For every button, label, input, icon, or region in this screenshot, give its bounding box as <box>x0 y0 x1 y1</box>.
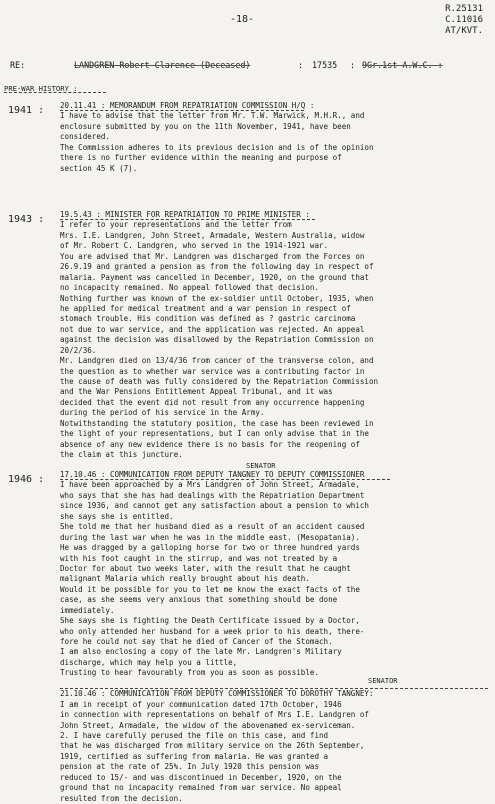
entry-line: absence of any new evidence there is no basis for the reopening of <box>60 439 360 449</box>
entry-line: resulted from the decision. <box>60 793 183 803</box>
entry-line: section 45 K (7). <box>60 163 138 173</box>
entry-line: pension at the rate of 25%. In July 1920 this pension was <box>60 762 319 772</box>
entry-line: I have to advise that the letter from Mr. T.W. Marwick, M.H.R., and <box>60 111 365 121</box>
entry-1941 <box>60 101 490 174</box>
entry-line: 21.10.46 : COMMUNICATION FROM DEPUTY COMMISSIONER TO DOROTHY TANGNEY: <box>60 689 374 699</box>
entry-line: He was dragged by a galloping horse for two or three hundred yards <box>60 543 360 553</box>
entry-line: discharge, which may help you a little, <box>60 657 238 667</box>
entry-line: malaria. Payment was cancelled in December, 1920, on the ground that <box>60 272 369 282</box>
entry-1943 <box>60 210 490 461</box>
entry-line: I am also enclosing a copy of the late Mr. Landgren's Military <box>60 647 342 657</box>
entry-line: I have been approached by a Mrs Landgren of John Street, Armadale, <box>60 480 360 490</box>
entry-line: ground that no incapacity remained from war service. No appeal <box>60 783 342 793</box>
entry-line: I am in receipt of your communication dated 17th October, 1946 <box>60 699 342 709</box>
entry-line: Doctor for about two weeks later, with the result that he caught <box>60 563 351 573</box>
ref-line: AT/KVT. <box>445 26 483 36</box>
entry-1946 <box>60 470 490 804</box>
entry-line: who says that she has had dealings with the Repatriation Department <box>60 490 365 500</box>
entry-line: Mrs. I.E. Landgren, John Street, Armadale, Western Australia, widow <box>60 230 365 240</box>
entry-line: Mr. Landgren died on 13/4/36 from cancer of the transverse colon, and <box>60 356 374 366</box>
entry-line: 2. I have carefully perused the file on this case, and find <box>60 730 329 740</box>
entry-line: malignant Malaria which really brought about his death. <box>60 574 310 584</box>
entry-line: who only attended her husband for a week prior to his death, there- <box>60 626 365 636</box>
entry-line: he applied for medical treatment and a war pension in respect of <box>60 303 351 313</box>
entry-line: the light of your representations, but I can only advise that in the <box>60 429 369 439</box>
entry-line: that he was discharged from military service on the 26th September, <box>60 741 365 751</box>
entry-title-underline <box>60 110 304 111</box>
entry-line: during the period of his service in the Army. <box>60 408 265 418</box>
reference-numbers <box>445 4 483 37</box>
entry-line: the question as to whether war service was a contributing factor in <box>60 366 365 376</box>
re-label: RE: <box>10 60 26 70</box>
entry-title-underline <box>60 219 315 220</box>
page-number: -18- <box>230 14 255 25</box>
entry-line: against the decision was disallowed by the Repatriation Commission on <box>60 335 374 345</box>
entry-line: She says she is fighting the Death Certificate issued by a Doctor, <box>60 616 360 626</box>
entry-line: Nothing further was known of the ex-soldier until October, 1935, when <box>60 293 374 303</box>
entry-line: not due to war service, and the application was rejected. An appeal <box>60 324 365 334</box>
entry-line: 17.10.46 : COMMUNICATION FROM DEPUTY TANGNEY TO DEPUTY COMMISSIONER <box>60 470 365 479</box>
entry-line: of Mr. Robert C. Landgren, who served in the 1914-1921 war. <box>60 241 329 251</box>
entry-title-underline <box>60 688 488 689</box>
entry-line: She told me that her husband died as a result of an accident caused <box>60 522 365 532</box>
unit-name: 9Gr.1st A.W.C. : <box>362 60 443 70</box>
entry-line: case, as she seems very anxious that something should be done <box>60 595 338 605</box>
entry-line: and the War Pensions Entitlement Appeal Tribunal, and it was <box>60 387 333 397</box>
entry-line: I refer to your representations and the letter from <box>60 220 292 230</box>
entry-line: she says she is entitled. <box>60 511 174 521</box>
header-separator: : <box>298 60 304 70</box>
entry-line: Notwithstanding the statutory position, the case has been reviewed in <box>60 418 374 428</box>
entry-line: You are advised that Mr. Landgren was discharged from the Forces on <box>60 251 365 261</box>
entry-line: with his foot caught in the stirrup, and was not treated by a <box>60 553 338 563</box>
entry-line: reduced to 15/- and was discontinued in December, 1920, on the <box>60 772 342 782</box>
entry-year: 1946 : <box>8 474 45 485</box>
entry-line: immediately. <box>60 605 115 615</box>
senator-label: SENATOR <box>368 677 398 685</box>
senator-label: SENATOR <box>246 462 276 470</box>
section-label: PRE-WAR HISTORY : <box>4 84 78 93</box>
entry-line: no incapacity remained. No appeal followed that decision. <box>60 283 319 293</box>
ref-line: R.25131 <box>445 4 483 14</box>
entry-line: 26.9.19 and granted a pension as from the following day in respect of <box>60 262 374 272</box>
service-number: 17535 <box>312 60 338 70</box>
entry-line: stomach trouble. His condition was defined as ? gastric carcinoma <box>60 314 356 324</box>
entry-line: during the last war when he was in the middle east. (Mesopatania). <box>60 532 360 542</box>
entry-line: 19.5.43 : MINISTER FOR REPATRIATION TO PRIME MINISTER : <box>60 210 310 219</box>
entry-year: 1943 : <box>8 214 45 225</box>
entry-line: enclosure submitted by you on the 11th November, 1941, have been <box>60 121 351 131</box>
header-separator: : <box>350 60 356 70</box>
entry-line: considered. <box>60 132 110 142</box>
entry-line: 1919, certified as suffering from malaria. He was granted a <box>60 751 329 761</box>
entry-line: Trusting to hear favourably from you as soon as possible. <box>60 668 319 678</box>
subject-name: LANDGREN Robert Clarence (Deceased) <box>74 60 251 70</box>
entry-line: 20.11.41 : MEMORANDUM FROM REPATRIATION COMMISSION H/Q : <box>60 101 315 110</box>
entry-line: 20/2/36. <box>60 345 97 355</box>
entry-line: the claim at this juncture. <box>60 450 183 460</box>
entry-line: fore he could not say that he died of Cancer of the Stomach. <box>60 637 333 646</box>
entry-line: John Street, Armadale, the widow of the abovenamed ex-serviceman. <box>60 720 356 730</box>
entry-line: the cause of death was fully considered by the Repatriation Commission <box>60 377 379 386</box>
entry-line: The Commission adheres to its previous decision and is of the opinion <box>60 142 374 152</box>
entry-title-underline <box>60 479 390 480</box>
entry-line: in connection with representations on behalf of Mrs I.E. Landgren of <box>60 710 369 720</box>
section-underline <box>4 92 106 93</box>
entry-line: Would it be possible for you to let me know the exact facts of the <box>60 584 360 594</box>
entry-line: decided that the event did not result from any occurrence happening <box>60 397 365 407</box>
ref-line: C.11016 <box>445 15 483 25</box>
entry-year: 1941 : <box>8 105 45 116</box>
entry-line: since 1936, and cannot get any satisfaction about a pension to which <box>60 501 369 511</box>
entry-line: there is no further evidence within the meaning and purpose of <box>60 153 342 163</box>
